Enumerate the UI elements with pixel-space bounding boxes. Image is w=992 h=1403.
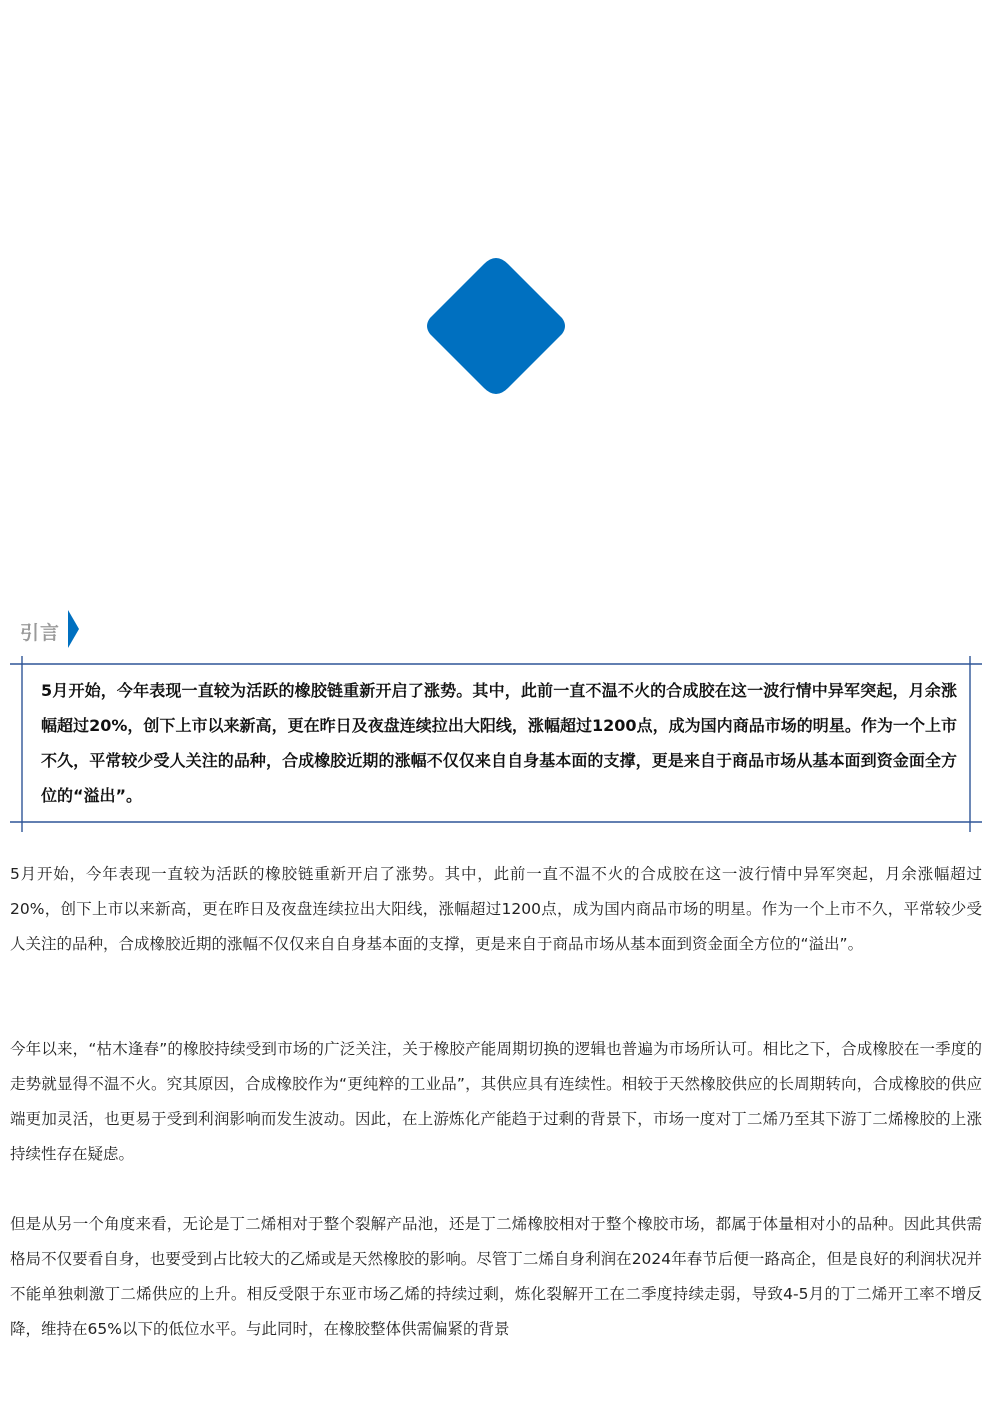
quote-box (10, 656, 982, 832)
section-title: 引言 (20, 621, 61, 644)
quote-text: 5月开始，今年表现一直较为活跃的橡胶链重新开启了涨势。其中，此前一直不温不火的合成胶在这一波行情中异军突起，月余涨幅超过20%，创下上市以来新高，更在昨日及夜盘连续拉出大阳线，涨幅超过1200点，成为国内商品市场的明星。作为一个上市不久，平常较少受人关注的品种，合成橡胶近期的涨幅不仅仅来自自身基本面的支撑，更是来自于商品市场从基本面到资金面全方位的“溢出”。 (41, 681, 957, 805)
diamond-graphic (418, 250, 574, 402)
body-paragraph-1: 5月开始，今年表现一直较为活跃的橡胶链重新开启了涨势。其中，此前一直不温不火的合成胶在这一波行情中异军突起，月余涨幅超过20%，创下上市以来新高，更在昨日及夜盘连续拉出大阳线，涨幅超过1200点，成为国内商品市场的明星。作为一个上市不久，平常较少受人关注的品种，合成橡胶近期的涨幅不仅仅来自自身基本面的支撑，更是来自于商品市场从基本面到资金面全方位的“溢出”。 (10, 865, 982, 953)
body-paragraph-2: 今年以来，“枯木逢春”的橡胶持续受到市场的广泛关注，关于橡胶产能周期切换的逻辑也普遍为市场所认可。相比之下，合成橡胶在一季度的走势就显得不温不火。究其原因，合成橡胶作为“更纯粹的工业品”，其供应具有连续性。相较于天然橡胶供应的长周期转向，合成橡胶的供应端更加灵活，也更易于受到利润影响而发生波动。因此，在上游炼化产能趋于过剩的背景下，市场一度对丁二烯乃至其下游丁二烯橡胶的上涨持续性存在疑虑。 (10, 1040, 982, 1163)
diamond-icon (418, 250, 574, 402)
body-paragraph-3: 但是从另一个角度来看，无论是丁二烯相对于整个裂解产品池，还是丁二烯橡胶相对于整个橡胶市场，都属于体量相对小的品种。因此其供需格局不仅要看自身，也要受到占比较大的乙烯或是天然橡胶的影响。尽管丁二烯自身利润在2024年春节后便一路高企，但是良好的利润状况并不能单独刺激丁二烯供应的上升。相反受限于东亚市场乙烯的持续过剩，炼化裂解开工在二季度持续走弱，导致4-5月的丁二烯开工率不增反降，维持在65%以下的低位水平。与此同时，在橡胶整体供需偏紧的背景 (10, 1215, 982, 1338)
chevron-right-icon (68, 610, 80, 652)
section-heading (20, 612, 80, 650)
